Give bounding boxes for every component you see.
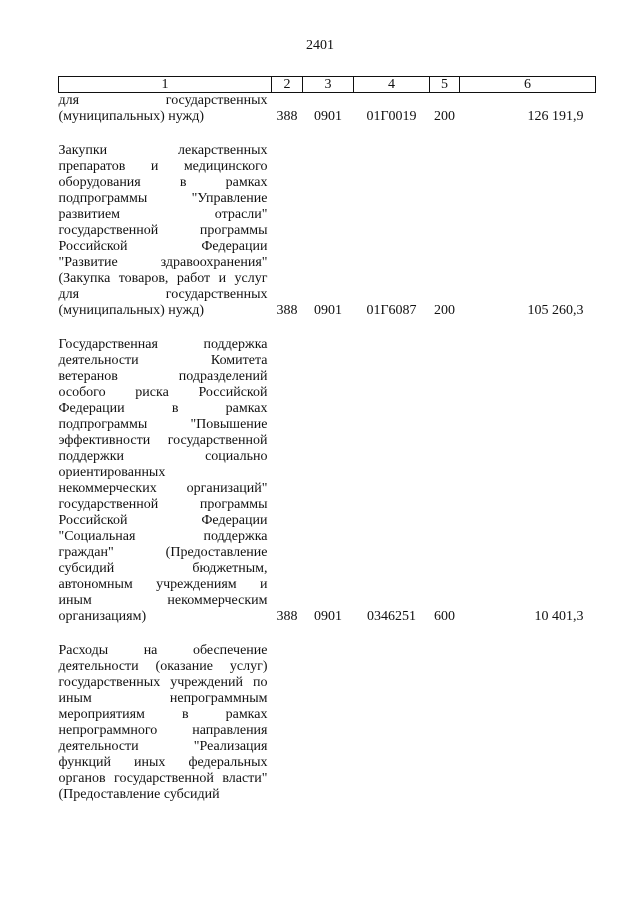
table-body	[59, 93, 596, 804]
description-line: препаратов и медицинского	[58, 159, 268, 174]
description-line: автономным учреждениям и	[58, 577, 268, 592]
target-code	[354, 643, 430, 803]
description-line: (Закупка товаров, работ и услуг	[58, 271, 268, 286]
description-line: Государственная поддержка	[58, 337, 268, 352]
table-row	[59, 143, 596, 319]
description-line: для государственных	[58, 93, 268, 108]
admin-code	[272, 643, 303, 803]
row-spacer	[59, 125, 596, 143]
amount-value: 105 260,3	[527, 303, 584, 318]
description-line: подпрограммы "Управление	[58, 191, 268, 206]
target-code: 01Г0019	[366, 109, 417, 124]
description-line: иным непрограммным	[58, 691, 268, 706]
description-line: Закупки лекарственных	[58, 143, 268, 158]
description-line: некоммерческих организаций"	[58, 481, 268, 496]
column-header: 5	[430, 77, 460, 93]
description-line: субсидий бюджетным,	[58, 561, 268, 576]
target-code: 01Г6087	[366, 303, 417, 318]
column-header: 2	[272, 77, 303, 93]
amount-value	[460, 643, 596, 803]
description-line: особого риска Российской	[58, 385, 268, 400]
description-line: граждан" (Предоставление	[58, 545, 268, 560]
description-line: ориентированных	[58, 465, 166, 480]
section-code: 0901	[314, 609, 342, 624]
row-spacer	[59, 625, 596, 643]
column-header: 1	[59, 77, 272, 93]
expense-type-code: 200	[434, 303, 455, 318]
expense-type-code	[430, 643, 460, 803]
description-line: (Предоставление субсидий	[58, 787, 220, 802]
column-header: 4	[354, 77, 430, 93]
admin-code: 388	[276, 609, 298, 624]
description-line: развитием отрасли"	[58, 207, 268, 222]
row-description	[59, 337, 272, 625]
table-row	[59, 93, 596, 126]
expense-type-code: 200	[434, 109, 455, 124]
row-description	[59, 143, 272, 319]
description-line: ветеранов подразделений	[58, 369, 268, 384]
section-code: 0901	[314, 303, 342, 318]
budget-table	[58, 76, 596, 803]
admin-code: 388	[276, 109, 298, 124]
description-line: "Развитие здравоохранения"	[58, 255, 268, 270]
description-line: деятельности (оказание услуг)	[58, 659, 268, 674]
description-line: функций иных федеральных	[58, 755, 268, 770]
description-line: подпрограммы "Повышение	[58, 417, 268, 432]
description-line: (муниципальных) нужд)	[58, 303, 205, 318]
column-header: 6	[460, 77, 596, 93]
table-row	[59, 337, 596, 625]
description-line: поддержки социально	[58, 449, 268, 464]
description-line: органов государственной власти"	[58, 771, 268, 786]
page-number: 2401	[306, 38, 334, 53]
description-line: Расходы на обеспечение	[58, 643, 268, 658]
description-line: государственных учреждений по	[58, 675, 268, 690]
amount-value: 126 191,9	[527, 109, 584, 124]
description-line: Российской Федерации	[58, 513, 268, 528]
table-row	[59, 643, 596, 803]
description-line: Российской Федерации	[58, 239, 268, 254]
description-line: (муниципальных) нужд)	[58, 109, 205, 124]
description-line: Федерации в рамках	[58, 401, 268, 416]
section-code: 0901	[314, 109, 342, 124]
description-line: иным некоммерческим	[58, 593, 268, 608]
expense-type-code: 600	[434, 609, 455, 624]
description-line: деятельности "Реализация	[58, 739, 268, 754]
column-header: 3	[303, 77, 354, 93]
table-header-row	[59, 77, 596, 93]
description-line: государственной программы	[58, 497, 268, 512]
row-description	[59, 93, 272, 126]
description-line: непрограммного направления	[58, 723, 268, 738]
description-line: государственной программы	[58, 223, 268, 238]
description-line: мероприятиям в рамках	[58, 707, 268, 722]
description-line: эффективности государственной	[58, 433, 268, 448]
description-line: организациям)	[58, 609, 147, 624]
description-line: для государственных	[58, 287, 268, 302]
description-line: оборудования в рамках	[58, 175, 268, 190]
description-line: "Социальная поддержка	[58, 529, 268, 544]
admin-code: 388	[276, 303, 298, 318]
amount-value: 10 401,3	[534, 609, 584, 624]
target-code: 0346251	[367, 609, 416, 624]
description-line: деятельности Комитета	[58, 353, 268, 368]
row-spacer	[59, 319, 596, 337]
row-description	[59, 643, 272, 803]
section-code	[303, 643, 354, 803]
